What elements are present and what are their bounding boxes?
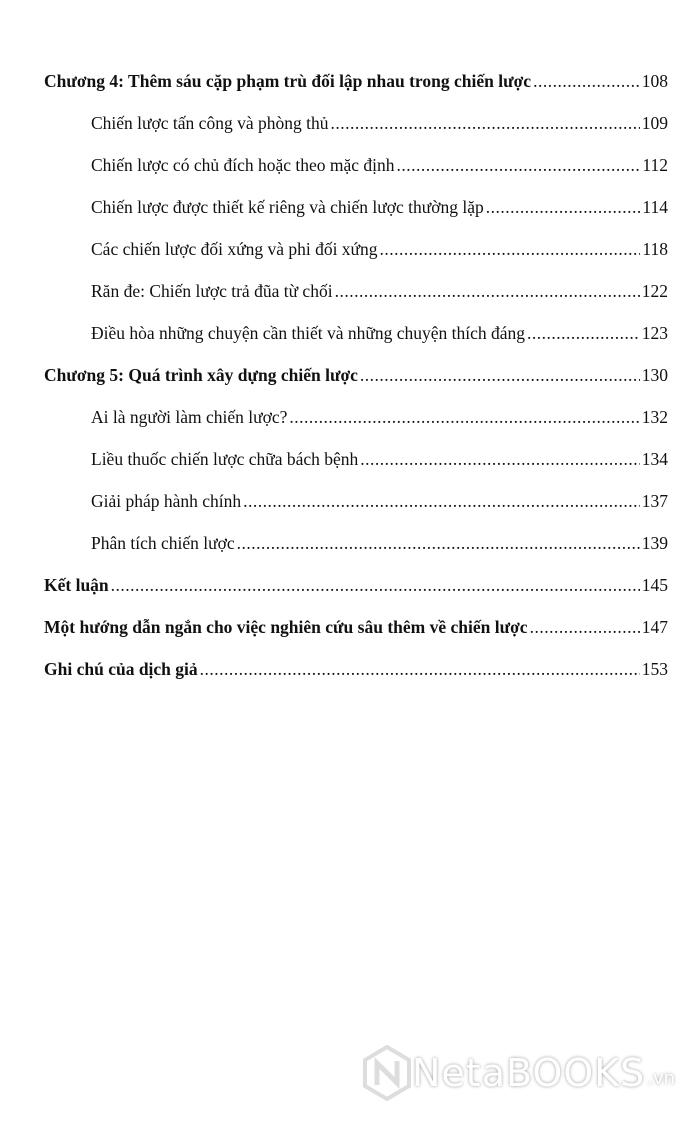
dot-leader (200, 659, 640, 680)
toc-entry-page: 123 (641, 323, 668, 343)
dot-leader (243, 491, 640, 512)
toc-entry-section[interactable] (44, 449, 668, 491)
toc-entry-page: 145 (641, 575, 668, 595)
toc-entry-page: 134 (641, 449, 668, 469)
toc-entry-page: 130 (641, 365, 668, 385)
dot-leader (335, 281, 640, 302)
toc-entry-title: Chiến lược tấn công và phòng thủ (91, 113, 329, 133)
toc-entry-page: 139 (641, 533, 668, 553)
toc-entry-section[interactable] (44, 281, 668, 323)
toc-entry-section[interactable] (44, 533, 668, 575)
dot-leader (533, 71, 640, 92)
toc-entry-section[interactable] (44, 155, 668, 197)
toc-entry-title: Một hướng dẫn ngắn cho việc nghiên cứu sâu thêm về chiến lược (44, 617, 528, 637)
dot-leader (486, 197, 641, 218)
toc-entry-title: Các chiến lược đối xứng và phi đối xứng (91, 239, 378, 259)
toc-entry-title: Chương 5: Quá trình xây dựng chiến lược (44, 365, 358, 385)
toc-entry-chapter[interactable] (44, 575, 668, 617)
dot-leader (530, 617, 640, 638)
toc-entry-chapter[interactable] (44, 365, 668, 407)
toc-entry-title: Chương 4: Thêm sáu cặp phạm trù đối lập nhau trong chiến lược (44, 71, 532, 91)
toc-entry-page: 114 (642, 197, 668, 217)
toc-entry-page: 108 (641, 71, 668, 91)
toc-entry-section[interactable] (44, 323, 668, 365)
watermark-name: NetaBOOKS (412, 1051, 646, 1095)
toc-entry-chapter[interactable] (44, 659, 668, 701)
toc-entry-page: 122 (641, 281, 668, 301)
toc-entry-title: Kết luận (44, 575, 109, 595)
toc-entry-section[interactable] (44, 491, 668, 533)
toc-entry-title: Ai là người làm chiến lược? (91, 407, 288, 427)
toc-entry-section[interactable] (44, 113, 668, 155)
toc-entry-chapter[interactable] (44, 71, 668, 113)
toc-entry-page: 132 (641, 407, 668, 427)
netabooks-watermark (362, 1045, 675, 1101)
dot-leader (360, 365, 640, 386)
dot-leader (360, 449, 639, 470)
dot-leader (111, 575, 640, 596)
toc-entry-title: Điều hòa những chuyện cần thiết và những chuyện thích đáng (91, 323, 525, 343)
toc-entry-page: 109 (641, 113, 668, 133)
toc-entry-chapter[interactable] (44, 617, 668, 659)
toc-entry-page: 118 (642, 239, 668, 259)
toc-entry-title: Chiến lược có chủ đích hoặc theo mặc định (91, 155, 395, 175)
toc-entry-title: Chiến lược được thiết kế riêng và chiến lược thường lặp (91, 197, 484, 217)
toc-entry-title: Phân tích chiến lược (91, 533, 235, 553)
dot-leader (527, 323, 640, 344)
toc-entry-title: Liều thuốc chiến lược chữa bách bệnh (91, 449, 359, 469)
toc-entry-section[interactable] (44, 197, 668, 239)
toc-entry-title: Răn đe: Chiến lược trả đũa từ chối (91, 281, 333, 301)
toc-entry-page: 112 (642, 155, 668, 175)
toc-entry-page: 153 (641, 659, 668, 679)
dot-leader (237, 533, 640, 554)
dot-leader (330, 113, 639, 134)
netabooks-logo-icon (362, 1045, 412, 1101)
dot-leader (397, 155, 641, 176)
toc-entry-page: 147 (641, 617, 668, 637)
dot-leader (289, 407, 639, 428)
watermark-suffix: .vn (647, 1067, 676, 1089)
toc-entry-page: 137 (641, 491, 668, 511)
dot-leader (380, 239, 641, 260)
toc-entry-title: Giải pháp hành chính (91, 491, 242, 511)
toc-entry-section[interactable] (44, 239, 668, 281)
toc-entry-title: Ghi chú của dịch giả (44, 659, 198, 679)
table-of-contents (44, 71, 668, 701)
toc-entry-section[interactable] (44, 407, 668, 449)
